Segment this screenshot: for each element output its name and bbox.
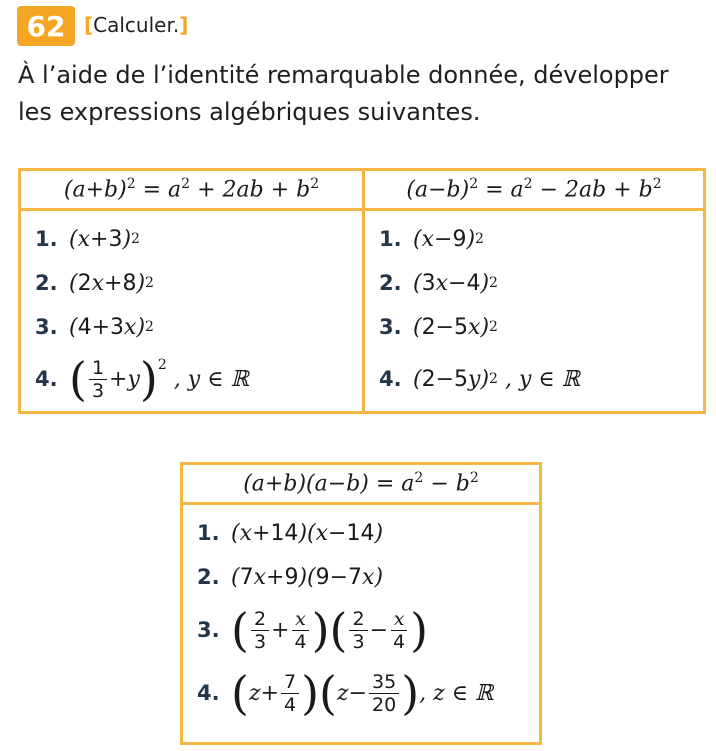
exercise-tag-label: Calculer. <box>93 13 180 37</box>
instruction-text: À l’aide de l’identité remarquable donnée, développer les expressions algébriques suivantes. <box>18 61 669 126</box>
identities-table <box>18 168 706 414</box>
header-product: $(a+b)(a-b) = a^2 - b^2$ <box>182 464 541 504</box>
product-identity-table <box>180 462 542 745</box>
list-item: 2. ( 7 x+ 9 )( 9 − 7 x) <box>197 564 384 590</box>
list-item: 4. ( 1 3 +y ) $^2$ , y ∈ ℝ <box>35 352 249 406</box>
list-item: 4. ( z+ 7 4 ) ( z− 35 20 ) , z ∈ ℝ <box>197 666 494 720</box>
product-items <box>182 504 541 744</box>
header-diff-square: $(a-b)^2 = a^2 - 2ab + b^2$ <box>364 170 705 210</box>
list-item: 3. ( 2 − 5 x) 2 <box>379 314 498 340</box>
list-item: 1. (x+ 3 ) 2 <box>35 226 140 252</box>
list-item: 1. (x− 9 ) 2 <box>379 226 484 252</box>
exercise-number-badge: 62 <box>17 6 75 46</box>
list-item: 4. ( 2 − 5 y) 2 , y ∈ ℝ <box>379 366 580 392</box>
header-sum-square: $(a+b)^2 = a^2 + 2ab + b^2$ <box>20 170 364 210</box>
exercise-tag: [Calculer.] <box>84 13 189 37</box>
list-item: 1. (x+ 14 )(x− 14 ) <box>197 520 384 546</box>
list-item: 3. ( 4 + 3 x) 2 <box>35 314 154 340</box>
list-item: 2. ( 2 x+ 8 ) 2 <box>35 270 154 296</box>
list-item: 3. ( 2 3 + x 4 ) ( 2 3 − x 4 ) <box>197 603 429 657</box>
diff-square-items <box>364 210 705 413</box>
sum-square-items <box>20 210 364 413</box>
list-item: 2. ( 3 x− 4 ) 2 <box>379 270 498 296</box>
